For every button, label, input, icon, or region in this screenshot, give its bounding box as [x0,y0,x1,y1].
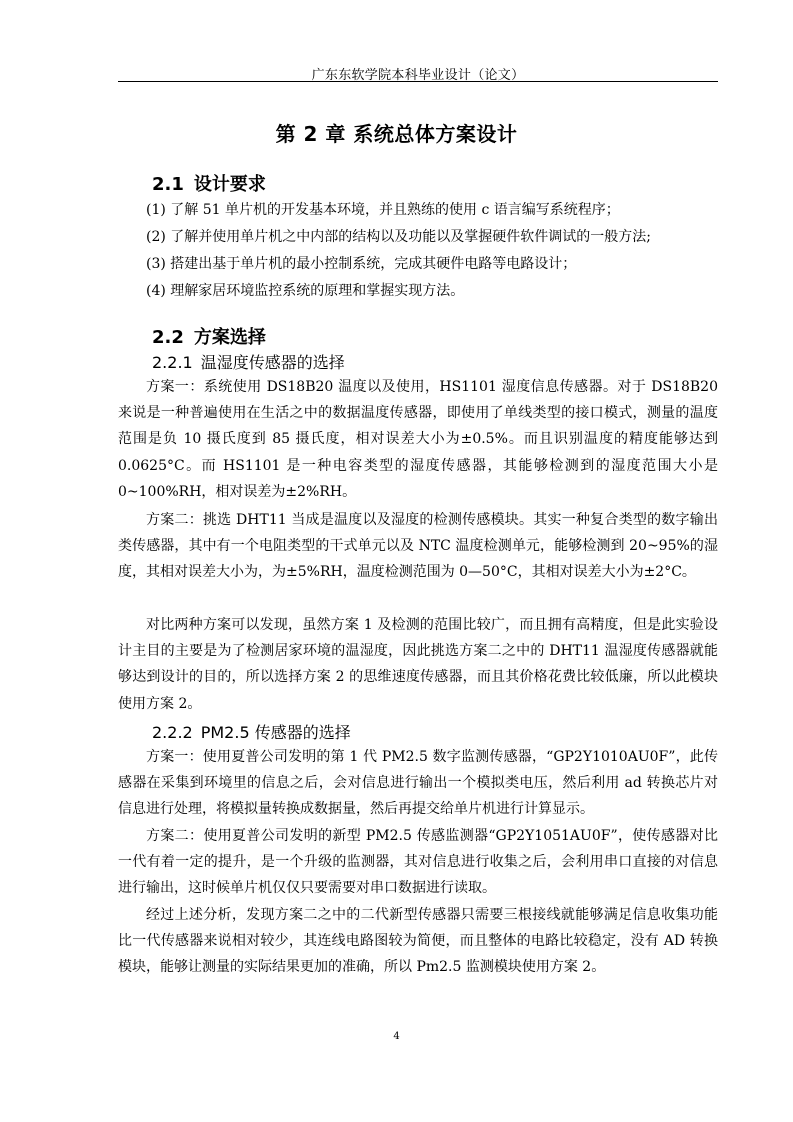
subsection-title: PM2.5 传感器的选择 [200,723,351,742]
section-2-1-heading [152,170,266,196]
subsection-title: 温湿度传感器的选择 [200,353,345,372]
requirement-item-2: (2) 了解并使用单片机之中内部的结构以及功能以及掌握硬件软件调试的一般方法; [146,229,651,245]
subsection-number: 2.2.2 [152,723,193,742]
requirement-item-1: (1) 了解 51 单片机的开发基本环境，并且熟练的使用 c 语言编写系统程序； [146,202,620,218]
running-header: 广东东软学院本科毕业设计（论文） [311,68,525,83]
requirement-item-3: (3) 搭建出基于单片机的最小控制系统，完成其硬件电路等电路设计； [146,256,577,272]
section-2-2-heading [152,323,266,349]
paragraph-pm25-scheme-2: 方案二：使用夏普公司发明的新型 PM2.5 传感监测器“GP2Y1051AU0F”，使传感器对比一代有着一定的提升，是一个升级的监测器，其对信息进行收集之后，会利用串口直接的对信息进行输出，这时候单片机仅仅只要需要对串口数据进行读取。 [118,828,718,897]
paragraph-temp-scheme-2: 方案二：挑选 DHT11 当成是温度以及湿度的检测传感模块。其实一种复合类型的数字输出类传感器，其中有一个电阻类型的干式单元以及 NTC 温度检测单元，能够检测到 20~95%的湿度，其相对误差大小为，为±5%RH，温度检测范围为 0—50°C，其相对误差大小为±2°C。 [118,512,718,581]
section-number: 2.1 [152,174,184,195]
subsection-number: 2.2.1 [152,353,193,372]
paragraph-pm25-scheme-1: 方案一：使用夏普公司发明的第 1 代 PM2.5 数字监测传感器，“GP2Y1010AU0F”，此传感器在采集到环境里的信息之后，会对信息进行输出一个模拟类电压，然后利用 ad 转换芯片对信息进行处理，将模拟量转换成数据量，然后再提交给单片机进行计算显示。 [118,749,718,818]
page-number: 4 [393,1031,400,1042]
subsection-2-2-2-heading [152,720,351,743]
subsection-2-2-1-heading [152,350,345,373]
paragraph-temp-comparison: 对比两种方案可以发现，虽然方案 1 及检测的范围比较广，而且拥有高精度，但是此实验设计主目的主要是为了检测居家环境的温湿度，因此挑选方案二之中的 DHT11 温湿度传感器就能够达到设计的目的，所以选择方案 2 的思维速度传感器，而且其价格花费比较低廉，所以此模块使用方案 2。 [118,617,718,712]
section-title: 方案选择 [193,327,266,348]
header-rule [118,81,718,82]
requirement-item-4: (4) 理解家居环境监控系统的原理和掌握实现方法。 [146,283,465,299]
section-number: 2.2 [152,327,184,348]
paragraph-pm25-analysis: 经过上述分析，发现方案二之中的二代新型传感器只需要三根接线就能够满足信息收集功能比一代传感器来说相对较少，其连线电路图较为简便，而且整体的电路比较稳定，没有 AD 转换模块，能够让测量的实际结果更加的准确，所以 Pm2.5 监测模块使用方案 2。 [118,907,718,976]
chapter-title: 第 2 章 系统总体方案设计 [275,122,518,146]
paragraph-temp-scheme-1: 方案一：系统使用 DS18B20 温度以及使用，HS1101 湿度信息传感器。对于 DS18B20 来说是一种普遍使用在生活之中的数据温度传感器，即使用了单线类型的接口模式，测量的温度范围是负 10 摄氏度到 85 摄氏度，相对误差大小为±0.5%。而且识别温度的精度能够达到 0.0625°C。而 HS1101 是一种电容类型的湿度传感器，其能够检测到的湿度范围大小是 0~100%RH，相对误差为±2%RH。 [118,379,718,500]
section-title: 设计要求 [193,174,266,195]
